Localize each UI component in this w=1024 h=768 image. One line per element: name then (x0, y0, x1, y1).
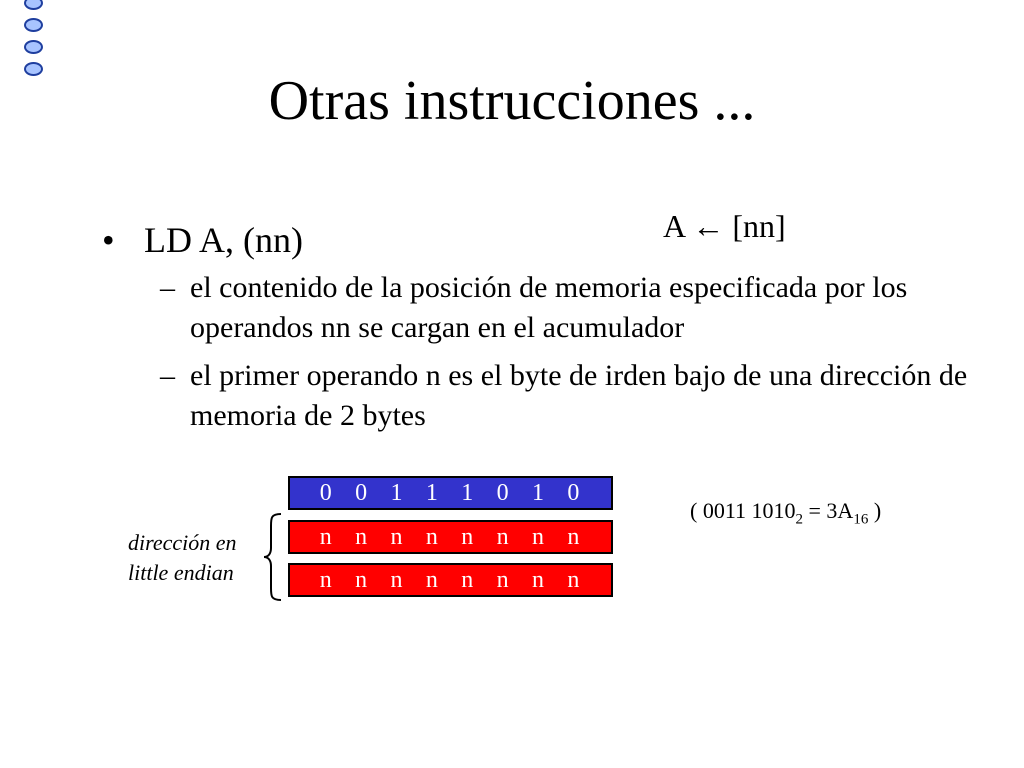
conversion-base-hex: 16 (853, 511, 869, 528)
slide-title: Otras instrucciones ... (268, 70, 756, 132)
bit-cell: n (425, 523, 438, 550)
ring-icon (24, 18, 43, 32)
sub-item-dash: – (160, 271, 175, 304)
bullet-item (102, 218, 303, 262)
conversion-close: ) (868, 498, 882, 523)
bit-cell: n (496, 523, 509, 550)
sub-item-text: el primer operando n es el byte de irden bajo de una dirección de memoria de 2 bytes (190, 359, 968, 432)
conversion-base-binary: 2 (795, 511, 804, 528)
bit-cell: 0 (355, 479, 368, 506)
little-endian-label (128, 528, 268, 588)
conversion-hex: = 3A (803, 498, 854, 523)
bullet-marker: • (102, 220, 115, 260)
sub-item-dash: – (160, 359, 175, 392)
label-line: little endian (128, 560, 234, 585)
bit-cell: n (390, 523, 403, 550)
transfer-formula: A ← [nn] (663, 208, 786, 244)
bit-cell: n (567, 523, 580, 550)
bit-cell: 0 (567, 479, 580, 506)
byte-row-address-high (288, 563, 613, 597)
byte-row-value (288, 476, 613, 510)
bit-cell: 0 (319, 479, 332, 506)
ring-icon (24, 0, 43, 10)
bit-cell: 1 (461, 479, 474, 506)
bit-cell: n (319, 523, 332, 550)
byte-row-address-low (288, 520, 613, 554)
curly-brace-icon (262, 512, 284, 602)
sub-item-text: el contenido de la posición de memoria especificada por los operandos nn se cargan en el acumulador (190, 271, 908, 344)
bit-cell: n (531, 523, 544, 550)
bit-cell: n (461, 566, 474, 593)
bullet-text: LD A, (nn) (144, 220, 303, 260)
bit-cell: n (319, 566, 332, 593)
bit-cell: 0 (496, 479, 509, 506)
bit-cell: n (567, 566, 580, 593)
conversion-binary: ( 0011 1010 (690, 498, 796, 523)
bit-cell: n (390, 566, 403, 593)
bit-cell: n (531, 566, 544, 593)
bit-cell: n (425, 566, 438, 593)
bit-cell: 1 (390, 479, 403, 506)
bit-cell: n (355, 523, 368, 550)
bit-cell: 1 (531, 479, 544, 506)
bit-cell: n (496, 566, 509, 593)
bit-cell: 1 (425, 479, 438, 506)
bit-cell: n (461, 523, 474, 550)
ring-icon (24, 40, 43, 54)
hex-conversion (690, 496, 881, 534)
bit-cell: n (355, 566, 368, 593)
label-line: dirección en (128, 530, 237, 555)
